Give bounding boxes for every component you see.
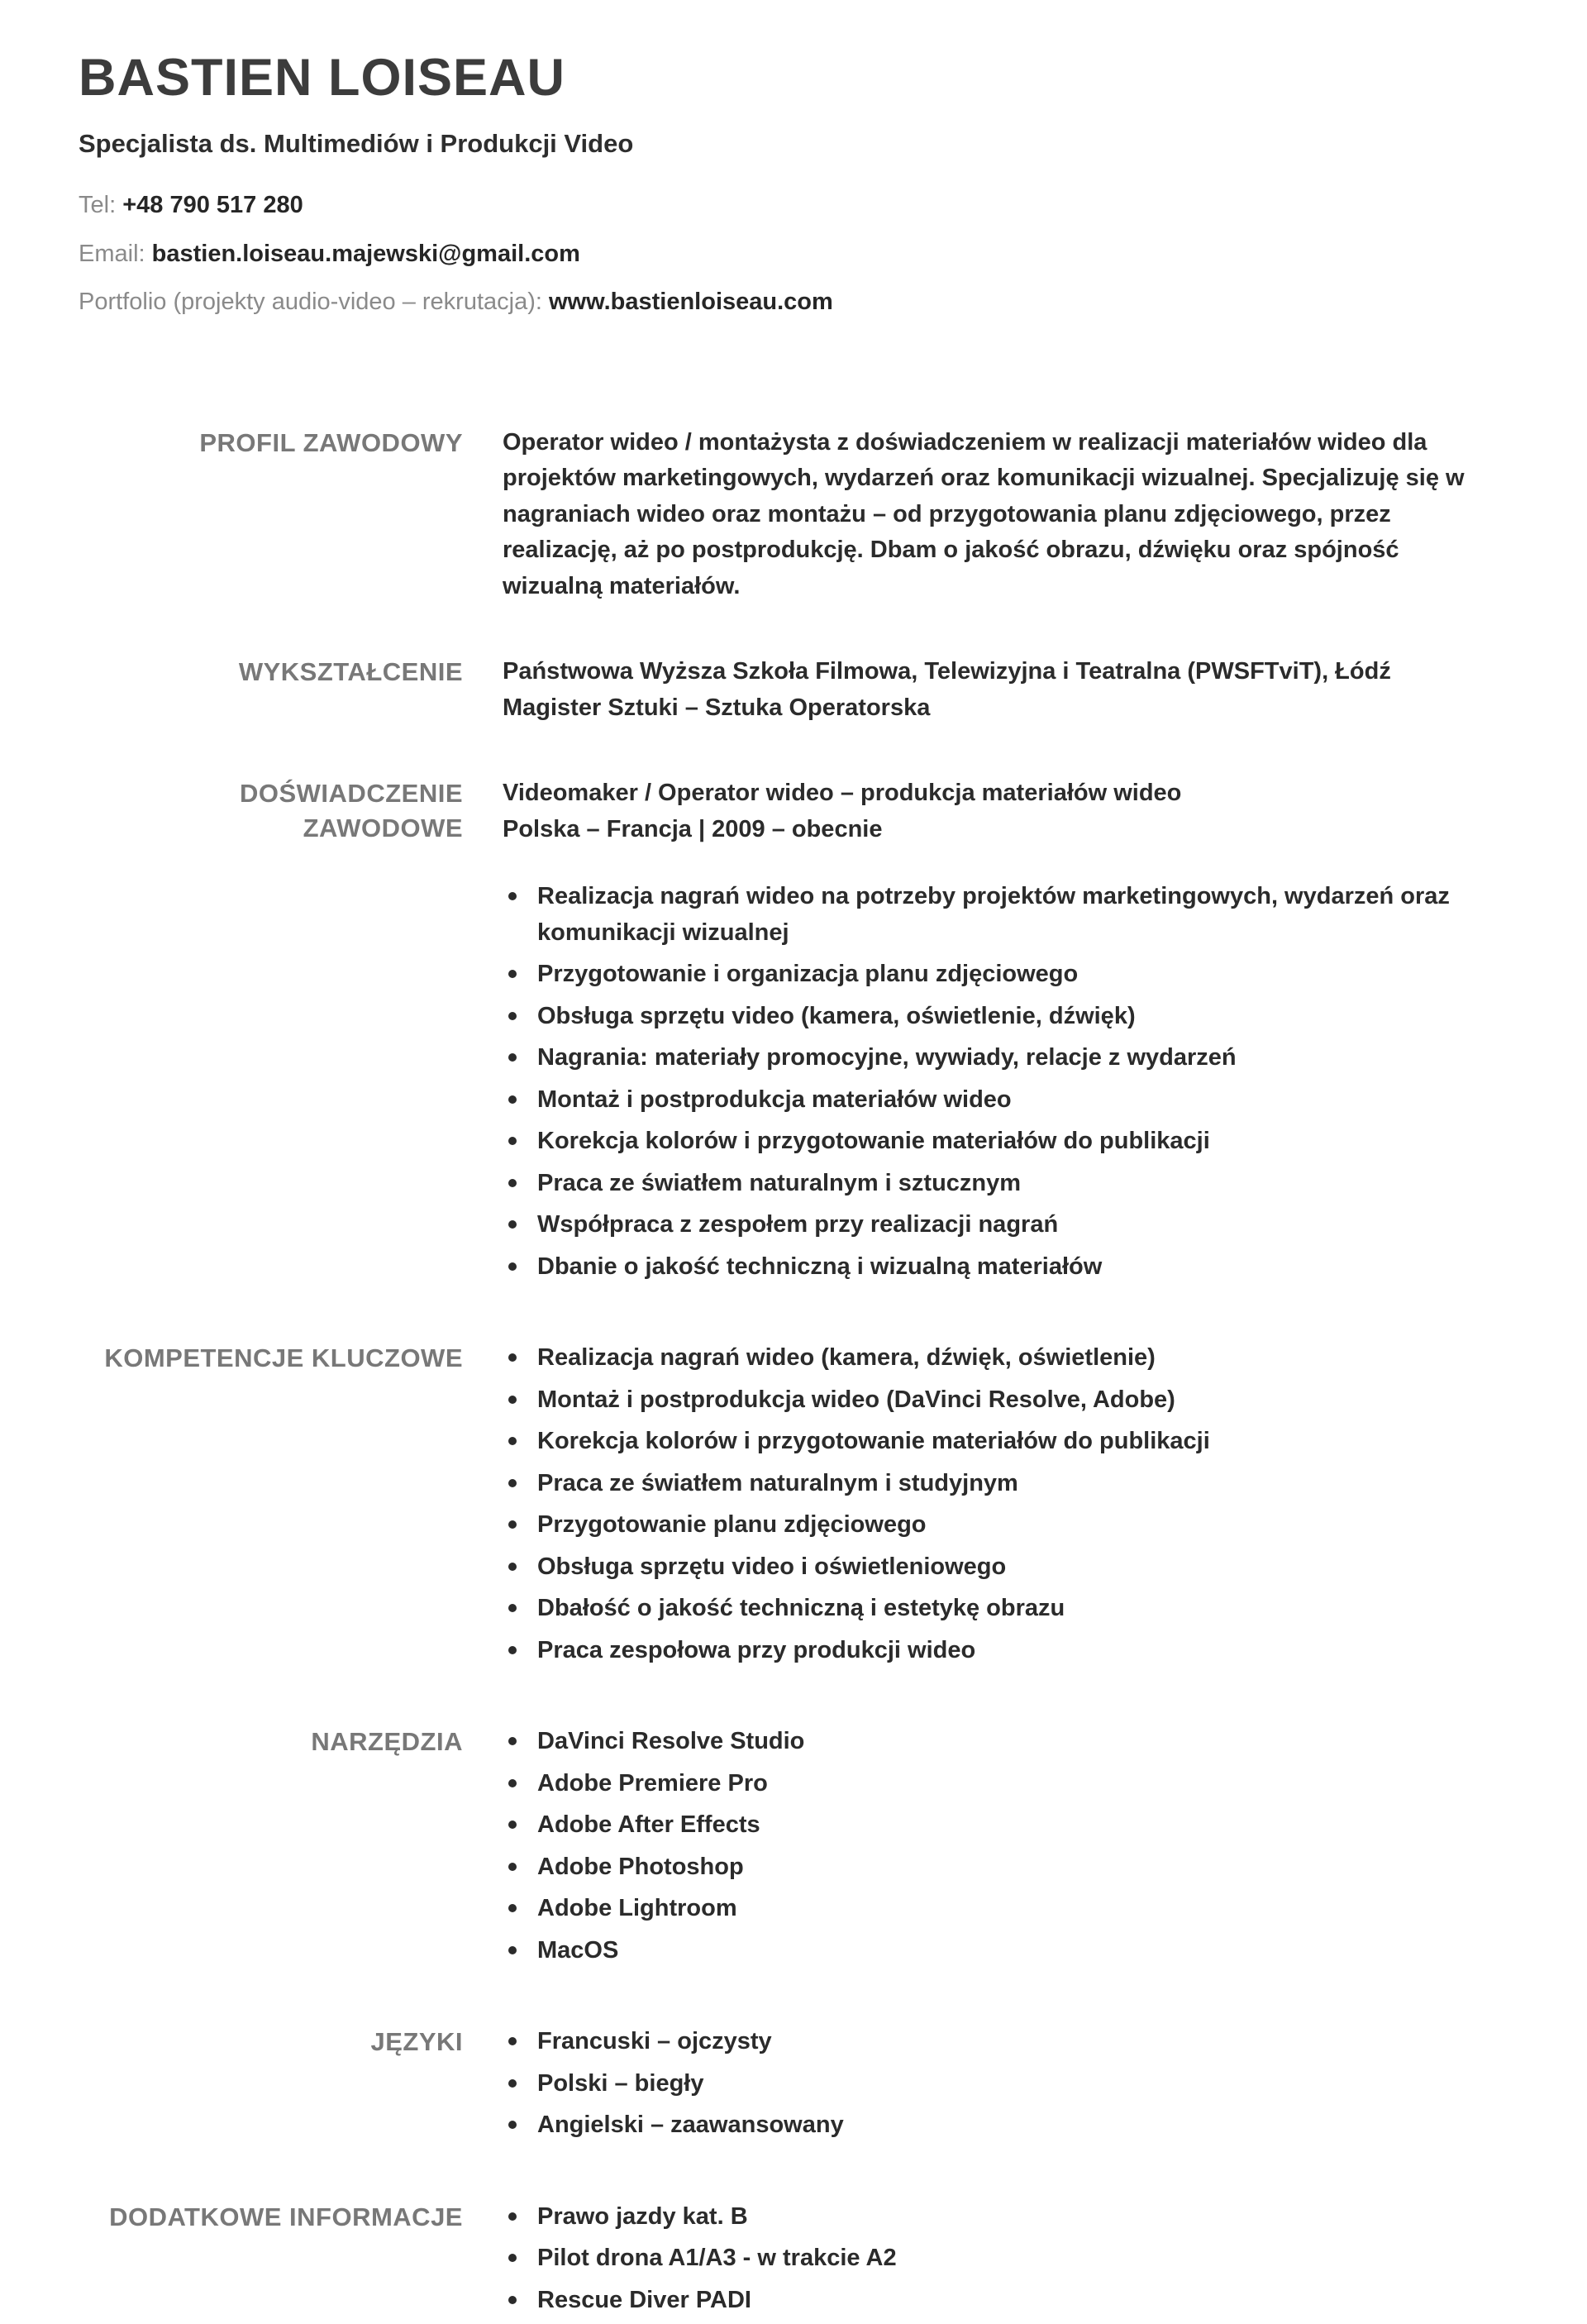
bullet-item: [503, 999, 1504, 1035]
bullet-dot-icon: [508, 1053, 517, 1062]
resume-section-kompetencje-kluczowe: [79, 1340, 1504, 1674]
section-content: [503, 425, 1504, 605]
bullet-text: Francuski – ojczysty: [537, 2028, 772, 2055]
bullet-dot-icon: [508, 2037, 517, 2045]
section-label: DOŚWIADCZENIE ZAWODOWE: [240, 779, 463, 843]
bullet-list: [503, 879, 1504, 1285]
bullet-item: [503, 1082, 1504, 1119]
bullet-text: Pilot drona A1/A3 - w trakcie A2: [537, 2245, 897, 2272]
bullet-text: Korekcja kolorów i przygotowanie materiałów do publikacji: [537, 1428, 1210, 1455]
bullet-item: [503, 1166, 1504, 1202]
resume-section-doswiadczenie-zawodowe: [79, 775, 1504, 1291]
resume-header: [79, 48, 1504, 319]
bullet-text: Obsługa sprzętu video (kamera, oświetlenie, dźwięk): [537, 1002, 1136, 1029]
section-content: [503, 2199, 1504, 2324]
bullet-item: [503, 957, 1504, 993]
bullet-text: Praca ze światłem naturalnym i sztucznym: [537, 1169, 1022, 1196]
bullet-item: [503, 1466, 1504, 1502]
bullet-item: [503, 1591, 1504, 1627]
section-content: [503, 1340, 1504, 1674]
bullet-list: [503, 1340, 1504, 1668]
bullet-item: [503, 2066, 1504, 2102]
section-line: Państwowa Wyższa Szkoła Filmowa, Telewizyjna i Teatralna (PWSFTviT), Łódź: [503, 658, 1391, 685]
contact-label: Portfolio (projekty audio-video – rekrutacja):: [79, 289, 542, 316]
resume-section-jezyki: [79, 2024, 1504, 2150]
bullet-item: [503, 1766, 1504, 1802]
bullet-text: DaVinci Resolve Studio: [537, 1728, 805, 1755]
contact-value: +48 790 517 280: [116, 192, 303, 218]
bullet-text: Korekcja kolorów i przygotowanie materiałów do publikacji: [537, 1128, 1210, 1155]
contact-label: Tel:: [79, 192, 117, 218]
bullet-item: [503, 1633, 1504, 1669]
bullet-item: [503, 1549, 1504, 1586]
bullet-text: Dbanie o jakość techniczną i wizualną materiałów: [537, 1253, 1103, 1280]
section-paragraph: Operator wideo / montażysta z doświadczeniem w realizacji materiałów wideo dla projektów marketingowych, wydarzeń oraz komunikacji wizualnej. Specjalizuję się w nagraniach wideo oraz montażu – od przygotowania planu zdjęciowego, przez realizację, aż po postprodukcję. Dbam o jakość obrazu, dźwięku oraz spójność wizualną materiałów.: [503, 428, 1465, 599]
bullet-text: Adobe After Effects: [537, 1811, 760, 1839]
resume-section-dodatkowe-informacje: [79, 2199, 1504, 2324]
contact-row: [79, 188, 1504, 222]
bullet-item: [503, 1207, 1504, 1243]
bullet-text: Rescue Diver PADI: [537, 2286, 751, 2313]
bullet-dot-icon: [508, 1479, 517, 1487]
section-label: NARZĘDZIA: [311, 1727, 463, 1757]
section-label: DODATKOWE INFORMACJE: [109, 2202, 463, 2231]
contact-row: [79, 237, 1504, 271]
bullet-item: [503, 2024, 1504, 2060]
bullet-dot-icon: [508, 1353, 517, 1362]
section-content: [503, 775, 1504, 1291]
bullet-dot-icon: [508, 1946, 517, 1954]
bullet-item: [503, 2199, 1504, 2236]
bullet-text: Dbałość o jakość techniczną i estetykę obrazu: [537, 1595, 1065, 1622]
section-line: Magister Sztuki – Sztuka Operatorska: [503, 694, 931, 721]
bullet-dot-icon: [508, 1437, 517, 1445]
contact-label: Email:: [79, 240, 145, 267]
bullet-dot-icon: [508, 1646, 517, 1654]
bullet-text: Przygotowanie i organizacja planu zdjęciowego: [537, 961, 1079, 988]
bullet-text: Montaż i postprodukcja materiałów wideo: [537, 1086, 1012, 1113]
bullet-dot-icon: [508, 1563, 517, 1571]
bullet-dot-icon: [508, 1904, 517, 1912]
job-title: Specjalista ds. Multimediów i Produkcji Video: [79, 129, 634, 158]
bullet-item: [503, 2283, 1504, 2319]
bullet-dot-icon: [508, 2212, 517, 2221]
bullet-text: Obsługa sprzętu video i oświetleniowego: [537, 1553, 1007, 1580]
section-label: KOMPETENCJE KLUCZOWE: [104, 1343, 463, 1373]
bullet-dot-icon: [508, 1137, 517, 1145]
bullet-item: [503, 1424, 1504, 1460]
bullet-dot-icon: [508, 970, 517, 978]
section-label: PROFIL ZAWODOWY: [199, 427, 463, 457]
resume-sections: [79, 425, 1504, 2324]
bullet-text: Adobe Photoshop: [537, 1853, 744, 1880]
contact-row: [79, 285, 1504, 319]
section-content: [503, 2024, 1504, 2150]
section-label: WYKSZTAŁCENIE: [238, 657, 463, 687]
section-content: [503, 654, 1504, 726]
bullet-dot-icon: [508, 892, 517, 900]
bullet-text: Adobe Lightroom: [537, 1895, 737, 1922]
bullet-dot-icon: [508, 1604, 517, 1612]
bullet-dot-icon: [508, 1779, 517, 1787]
section-content: [503, 1724, 1504, 1974]
bullet-dot-icon: [508, 1095, 517, 1104]
bullet-dot-icon: [508, 1262, 517, 1271]
section-line: Videomaker / Operator wideo – produkcja materiałów wideo: [503, 780, 1182, 807]
bullet-text: Współpraca z zespołem przy realizacji nagrań: [537, 1211, 1059, 1238]
contact-value: www.bastienloiseau.com: [541, 289, 833, 316]
bullet-item: [503, 879, 1504, 951]
section-line: Polska – Francja | 2009 – obecnie: [503, 815, 883, 842]
bullet-dot-icon: [508, 2296, 517, 2304]
bullet-item: [503, 1724, 1504, 1760]
bullet-dot-icon: [508, 1737, 517, 1745]
bullet-item: [503, 1507, 1504, 1544]
resume-section-narzedzia: [79, 1724, 1504, 1974]
bullet-dot-icon: [508, 1179, 517, 1187]
bullet-text: Realizacja nagrań wideo (kamera, dźwięk, oświetlenie): [537, 1344, 1156, 1372]
bullet-dot-icon: [508, 1220, 517, 1229]
bullet-dot-icon: [508, 1863, 517, 1871]
bullet-text: Prawo jazdy kat. B: [537, 2202, 748, 2230]
bullet-dot-icon: [508, 2121, 517, 2129]
bullet-dot-icon: [508, 1821, 517, 1829]
bullet-item: [503, 1249, 1504, 1286]
bullet-dot-icon: [508, 1520, 517, 1529]
bullet-text: Realizacja nagrań wideo na potrzeby projektów marketingowych, wydarzeń oraz komunikacji wizualnej: [537, 883, 1450, 946]
contact-value: bastien.loiseau.majewski@gmail.com: [145, 240, 580, 267]
bullet-text: Montaż i postprodukcja wideo (DaVinci Resolve, Adobe): [537, 1386, 1175, 1413]
bullet-item: [503, 1040, 1504, 1076]
bullet-item: [503, 1933, 1504, 1969]
bullet-text: Angielski – zaawansowany: [537, 2112, 844, 2139]
bullet-item: [503, 1849, 1504, 1886]
bullet-dot-icon: [508, 2079, 517, 2088]
bullet-item: [503, 1124, 1504, 1160]
bullet-list: [503, 2024, 1504, 2144]
bullet-text: Adobe Premiere Pro: [537, 1769, 768, 1797]
bullet-item: [503, 1340, 1504, 1377]
bullet-dot-icon: [508, 2254, 517, 2262]
bullet-list: [503, 1724, 1504, 1968]
bullet-text: Praca zespołowa przy produkcji wideo: [537, 1636, 976, 1663]
bullet-dot-icon: [508, 1396, 517, 1404]
resume-section-wyksztalcenie: [79, 654, 1504, 726]
section-label: JĘZYKI: [370, 2027, 463, 2057]
resume-section-profil-zawodowy: [79, 425, 1504, 605]
bullet-item: [503, 1891, 1504, 1927]
bullet-list: [503, 2199, 1504, 2319]
contact-list: [79, 188, 1504, 319]
bullet-dot-icon: [508, 1012, 517, 1020]
bullet-item: [503, 2107, 1504, 2144]
bullet-item: [503, 1382, 1504, 1419]
bullet-text: Polski – biegły: [537, 2069, 704, 2097]
bullet-text: Nagrania: materiały promocyjne, wywiady, relacje z wydarzeń: [537, 1044, 1237, 1071]
name-heading: BASTIEN LOISEAU: [79, 49, 566, 107]
bullet-text: Praca ze światłem naturalnym i studyjnym: [537, 1469, 1018, 1496]
bullet-text: Przygotowanie planu zdjęciowego: [537, 1511, 927, 1539]
bullet-item: [503, 1807, 1504, 1844]
bullet-text: MacOS: [537, 1936, 619, 1964]
